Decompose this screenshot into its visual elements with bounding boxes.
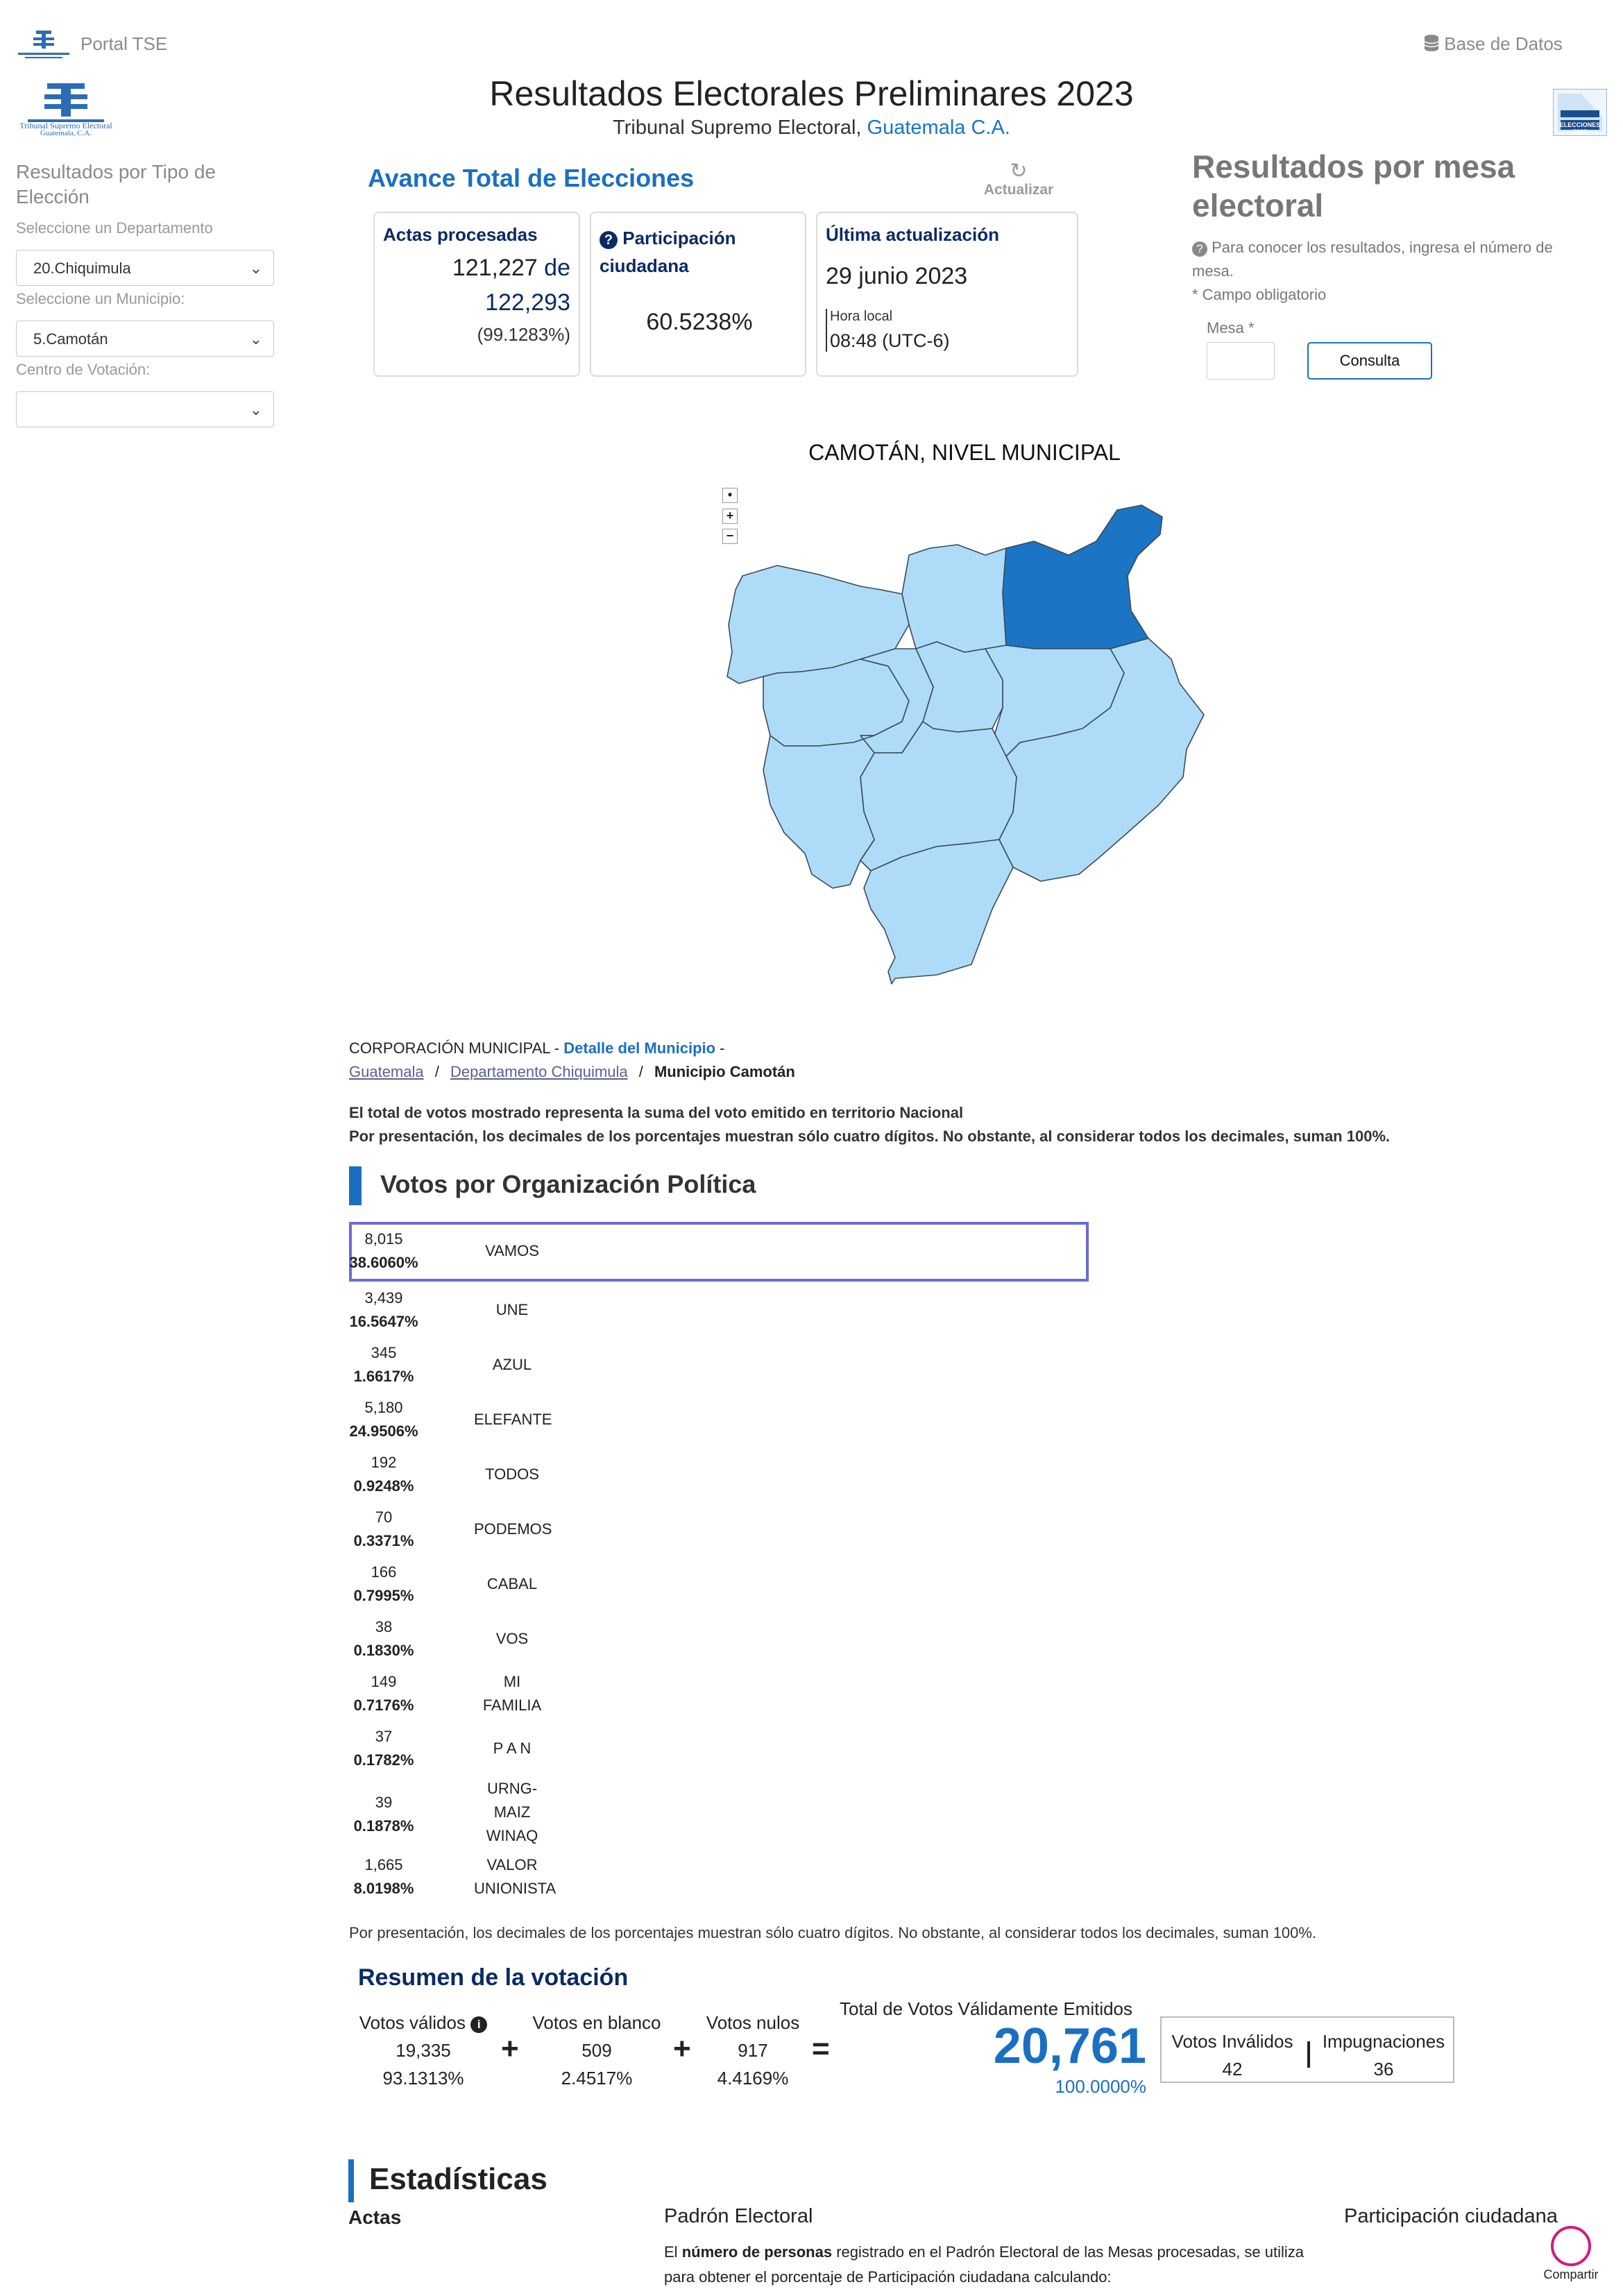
mesa-help-1: Para conocer los resultados, ingresa el número de xyxy=(1212,239,1553,256)
party-name: AZUL xyxy=(492,1356,532,1373)
padron-text-2: registrado en el Padrón Electoral de las Mesas procesadas, se utiliza xyxy=(832,2243,1304,2261)
party-pct: 24.9506% xyxy=(349,1422,418,1440)
invalidos-block xyxy=(1162,2027,1303,2083)
party-row[interactable] xyxy=(349,1611,1085,1667)
invalidos-value: 42 xyxy=(1222,2059,1243,2080)
party-pct: 0.9248% xyxy=(353,1477,414,1495)
votos-validos-pct: 93.1313% xyxy=(382,2068,464,2089)
votos-blanco-value: 509 xyxy=(581,2040,612,2061)
party-count: 192 xyxy=(371,1454,397,1471)
breadcrumb-municipio: Municipio Camotán xyxy=(654,1063,795,1080)
share-label: Compartir xyxy=(1543,2268,1599,2281)
department-select[interactable] xyxy=(16,250,274,286)
party-name: UNE xyxy=(495,1301,529,1318)
party-pct: 0.3371% xyxy=(353,1532,414,1549)
avance-heading: Avance Total de Elecciones xyxy=(368,164,695,192)
votos-blanco-block xyxy=(524,2009,670,2092)
impugnaciones-value: 36 xyxy=(1373,2059,1394,2080)
party-row[interactable] xyxy=(349,1392,1085,1447)
estadisticas-heading: Estadísticas xyxy=(369,2162,547,2196)
tse-small-logo[interactable] xyxy=(15,28,72,62)
party-name: PODEMOS xyxy=(474,1520,552,1538)
centro-select[interactable] xyxy=(16,391,274,427)
map-region xyxy=(763,735,874,888)
corporation-label: CORPORACIÓN MUNICIPAL - xyxy=(349,1039,564,1057)
party-name-line: VALOR xyxy=(486,1856,538,1873)
base-de-datos-link[interactable] xyxy=(1424,33,1563,55)
page-title: Resultados Electorales Preliminares 2023 xyxy=(489,74,1134,113)
equals-sign: = xyxy=(812,2032,830,2066)
breadcrumb-corporation xyxy=(349,1039,725,1057)
actas-pct: (99.1283%) xyxy=(477,324,570,345)
invalidos-label: Votos Inválidos xyxy=(1171,2031,1293,2052)
guatemala-link[interactable]: Guatemala C.A. xyxy=(867,117,1010,139)
elecciones-2023-badge xyxy=(1553,89,1607,136)
hora-label: Hora local xyxy=(830,309,893,324)
party-name-line: UNIONISTA xyxy=(474,1880,556,1897)
padron-text-bold: número de personas xyxy=(681,2243,833,2261)
divider xyxy=(1307,2041,1310,2068)
votos-validos-value: 19,335 xyxy=(396,2040,451,2061)
party-name-line: URNG- xyxy=(486,1780,538,1797)
sidebar-heading: Resultados por Tipo de Elección xyxy=(16,161,216,207)
actualizacion-title: Última actualización xyxy=(826,224,999,245)
party-row[interactable] xyxy=(349,1337,1085,1393)
participacion-title-1: Participación xyxy=(622,228,736,248)
chevron-down-icon: ⌄ xyxy=(249,260,262,277)
share-circle-icon xyxy=(1551,2226,1591,2266)
mesa-help-2: mesa. xyxy=(1192,262,1234,280)
share-button[interactable] xyxy=(1543,2226,1599,2282)
municipio-label: Seleccione un Municipio: xyxy=(16,290,185,307)
party-name: TODOS xyxy=(485,1465,539,1483)
refresh-icon: ↻ xyxy=(1010,160,1028,182)
resumen-heading: Resumen de la votación xyxy=(358,1964,629,1991)
votos-validos-block xyxy=(350,2009,496,2092)
actas-stat-label: Actas xyxy=(348,2206,402,2228)
party-count: 1,665 xyxy=(364,1856,403,1873)
database-icon xyxy=(1424,33,1444,54)
padron-text-3: para obtener el porcentaje de Participación ciudadana calculando: xyxy=(664,2268,1112,2286)
party-pct: 0.1878% xyxy=(353,1817,414,1835)
participacion-card xyxy=(590,212,806,377)
party-name xyxy=(474,1777,550,1848)
map-reset-button[interactable]: • xyxy=(722,488,738,503)
mesa-heading-1: Resultados por mesa xyxy=(1192,148,1515,185)
actas-total: 122,293 xyxy=(485,289,570,316)
participacion-value: 60.5238% xyxy=(646,309,753,335)
badge-text: ELECCIONES 2023 xyxy=(1559,121,1601,135)
actas-card xyxy=(373,212,580,377)
party-row[interactable] xyxy=(349,1447,1085,1502)
party-pct: 0.1830% xyxy=(353,1642,414,1659)
department-label: Seleccione un Departamento xyxy=(16,219,213,237)
breadcrumb xyxy=(349,1063,795,1081)
department-value: 20.Chiquimula xyxy=(33,260,131,277)
party-pct: 1.6617% xyxy=(353,1368,414,1385)
party-name-line: FAMILIA xyxy=(482,1697,542,1714)
invalidos-impugnaciones-box xyxy=(1160,2016,1454,2083)
party-name xyxy=(474,1670,550,1717)
party-name: VOS xyxy=(495,1630,529,1647)
party-row[interactable] xyxy=(349,1780,1085,1844)
required-note: * Campo obligatorio xyxy=(1192,286,1327,303)
breadcrumb-separator: / xyxy=(434,1063,439,1080)
help-icon: ? xyxy=(1192,241,1207,257)
party-count: 3,439 xyxy=(364,1289,403,1307)
party-pct: 8.0198% xyxy=(353,1880,414,1897)
party-count: 37 xyxy=(375,1728,393,1745)
participacion-title-2: ciudadana xyxy=(600,255,689,276)
impugnaciones-label: Impugnaciones xyxy=(1322,2031,1445,2052)
total-validos-label: Total de Votos Válidamente Emitidos xyxy=(840,1998,1133,2019)
party-row[interactable] xyxy=(349,1721,1085,1776)
party-row[interactable] xyxy=(349,1849,1085,1905)
breadcrumb-separator: / xyxy=(638,1063,643,1080)
votos-validos-label-line xyxy=(350,2009,496,2036)
mesa-input[interactable] xyxy=(1207,342,1275,380)
party-pct: 38.6060% xyxy=(349,1254,418,1271)
chevron-down-icon: ⌄ xyxy=(249,401,262,418)
map-region xyxy=(1003,505,1162,649)
party-name xyxy=(474,1853,556,1900)
party-name-line: WINAQ xyxy=(486,1827,538,1844)
breadcrumb-departamento[interactable]: Departamento Chiquimula xyxy=(450,1063,628,1080)
municipio-select[interactable] xyxy=(16,321,274,357)
hora-block xyxy=(826,309,950,352)
plus-sign: + xyxy=(501,2032,519,2066)
participacion-stat-label xyxy=(1344,2205,1561,2228)
detalle-suffix: - xyxy=(715,1039,725,1057)
votos-nulos-pct: 4.4169% xyxy=(717,2068,789,2089)
party-name: VAMOS xyxy=(485,1242,539,1259)
mesa-heading-2: electoral xyxy=(1192,187,1324,223)
actas-de: de xyxy=(544,255,570,281)
help-icon[interactable]: ? xyxy=(600,231,618,249)
party-count: 149 xyxy=(371,1673,397,1690)
map-zoom-out-button[interactable]: − xyxy=(722,529,738,544)
actualizacion-date: 29 junio 2023 xyxy=(826,263,968,289)
party-pct: 0.1782% xyxy=(353,1751,414,1769)
logo-line-1: Tribunal Supremo Electoral xyxy=(19,121,112,130)
votos-blanco-pct: 2.4517% xyxy=(561,2068,633,2089)
refresh-label: Actualizar xyxy=(983,182,1054,198)
party-pct: 0.7995% xyxy=(353,1587,414,1604)
note-decimales: Por presentación, los decimales de los porcentajes muestran sólo cuatro dígitos. No obstante, al considerar todos los decimales, suman 100%. xyxy=(349,1128,1391,1145)
hora-value: 08:48 (UTC-6) xyxy=(830,330,950,351)
party-pct: 0.7176% xyxy=(353,1697,414,1714)
subtitle-prefix: Tribunal Supremo Electoral, xyxy=(613,117,867,139)
detalle-link[interactable]: Detalle del Municipio xyxy=(563,1039,716,1057)
chevron-down-icon: ⌄ xyxy=(249,330,262,348)
party-name-line: MAIZ xyxy=(493,1803,531,1821)
portal-tse-link[interactable]: Portal TSE xyxy=(80,33,168,54)
padron-text xyxy=(664,2240,1344,2290)
padron-label: Padrón Electoral xyxy=(664,2205,813,2227)
note-total-votos: El total de votos mostrado representa la suma del voto emitido en territorio Nacional xyxy=(349,1104,964,1121)
votos-blanco-label: Votos en blanco xyxy=(532,2012,661,2033)
mesa-help xyxy=(1192,236,1553,283)
participacion-title xyxy=(600,224,736,280)
votos-nulos-block xyxy=(694,2009,812,2092)
actas-processed: 121,227 xyxy=(452,255,538,281)
party-row[interactable] xyxy=(349,1282,1085,1338)
party-count: 8,015 xyxy=(364,1230,403,1248)
votos-nulos-value: 917 xyxy=(738,2040,768,2061)
party-count: 38 xyxy=(375,1618,393,1635)
note-decimales-bottom: Por presentación, los decimales de los porcentajes muestran sólo cuatro dígitos. No obstante, al considerar todos los decimales, suman 100%. xyxy=(349,1924,1317,1941)
votos-nulos-label: Votos nulos xyxy=(706,2012,800,2033)
map-region xyxy=(902,545,1006,652)
impugnaciones-block xyxy=(1314,2027,1453,2083)
camotan-map[interactable] xyxy=(722,500,1221,999)
party-count: 345 xyxy=(371,1344,397,1361)
consulta-button[interactable]: Consulta xyxy=(1307,342,1432,380)
party-name: CABAL xyxy=(486,1575,538,1592)
party-count: 39 xyxy=(375,1794,393,1811)
estadisticas-heading-bar xyxy=(348,2159,354,2202)
centro-label: Centro de Votación: xyxy=(16,361,151,378)
page-subtitle xyxy=(0,117,1623,139)
votos-heading-bar xyxy=(349,1166,362,1205)
breadcrumb-guatemala[interactable]: Guatemala xyxy=(349,1063,424,1080)
votos-heading: Votos por Organización Política xyxy=(380,1170,756,1198)
actualizacion-card xyxy=(816,212,1078,377)
actas-processed-line xyxy=(452,255,570,282)
refresh-button[interactable] xyxy=(977,161,1060,198)
actas-title: Actas procesadas xyxy=(383,224,538,245)
party-name: ELEFANTE xyxy=(474,1411,552,1428)
padron-text-1: El xyxy=(664,2243,682,2261)
municipio-value: 5.Camotán xyxy=(33,330,108,348)
base-de-datos-label: Base de Datos xyxy=(1444,33,1563,54)
party-row[interactable] xyxy=(349,1556,1085,1612)
total-validos-pct: 100.0000% xyxy=(1055,2076,1146,2097)
party-row[interactable] xyxy=(349,1223,1085,1279)
plus-sign: + xyxy=(673,2032,691,2066)
map-zoom-in-button[interactable]: + xyxy=(722,509,738,524)
logo-line-2: Guatemala, C.A. xyxy=(40,129,92,137)
party-count: 5,180 xyxy=(364,1399,403,1416)
mesa-field-label: Mesa * xyxy=(1207,319,1255,337)
info-icon[interactable]: i xyxy=(470,2016,487,2033)
votos-validos-label: Votos válidos xyxy=(359,2012,466,2033)
party-row[interactable] xyxy=(349,1666,1085,1721)
party-name-line: MI xyxy=(503,1673,521,1690)
participacion-stat-text: Participación ciudadana xyxy=(1344,2205,1558,2227)
mesa-heading xyxy=(1192,147,1515,225)
total-validos-value: 20,761 xyxy=(993,2018,1146,2074)
party-count: 70 xyxy=(375,1508,393,1526)
party-name: P A N xyxy=(493,1740,532,1757)
party-count: 166 xyxy=(371,1563,397,1581)
party-row[interactable] xyxy=(349,1502,1085,1557)
map-title: CAMOTÁN, NIVEL MUNICIPAL xyxy=(808,440,1121,465)
party-pct: 16.5647% xyxy=(349,1313,418,1330)
